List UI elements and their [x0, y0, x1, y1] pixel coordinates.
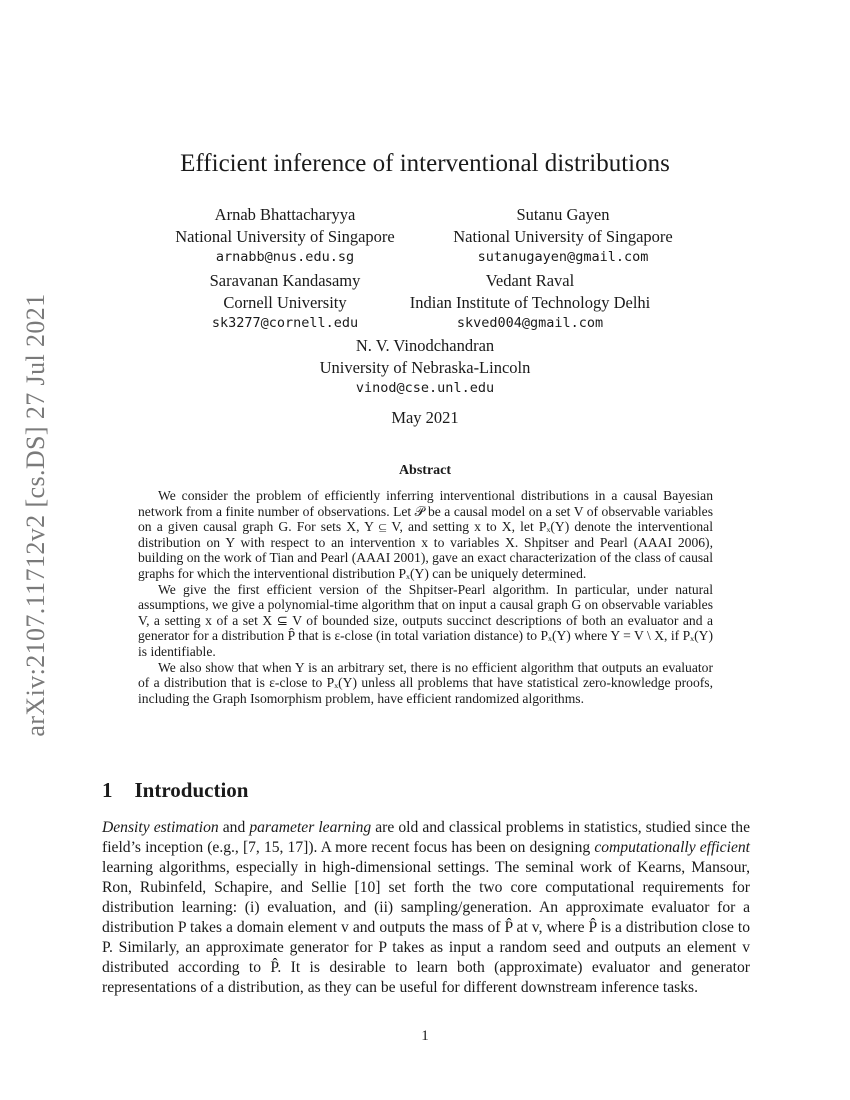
author-email[interactable]: skved004@gmail.com: [456, 315, 604, 331]
section-heading: [102, 778, 248, 803]
author-email[interactable]: sk3277@cornell.edu: [211, 315, 359, 331]
intro-emphasis: parameter learning: [249, 819, 372, 836]
author-email[interactable]: arnabb@nus.edu.sg: [215, 249, 355, 265]
author-affiliation: Indian Institute of Technology Delhi: [409, 292, 651, 312]
author-block: [275, 335, 575, 400]
abstract-paragraph: We give the first efficient version of the Shpitser-Pearl algorithm. In particular, under natural assumptions, we give a polynomial-time algorithm that on input a causal graph G on observable variables V, a setting x of a set X ⊆ V of bounded size, outputs succinct descriptions of both an evaluator and a generator for a distribution P̂ that is ε-close (in total variation distance) to Pₓ(Y) where Y = V \ X, if Pₓ(Y) is identifiable.: [138, 581, 713, 659]
intro-paragraph: [102, 818, 750, 998]
author-block: [425, 204, 701, 269]
intro-text: are old and classical problems in statistics, studied since the field’s inception (e.g., [7, 15, 17]). A more recent focus has been on designing: [102, 819, 750, 856]
abstract-paragraph: We also show that when Y is an arbitrary set, there is no efficient algorithm that outputs an evaluator of a distribution that is ε-close to Pₓ(Y) unless all problems that have statistical zero-knowledge proofs, including the Graph Isomorphism problem, have efficient randomized algorithms.: [138, 659, 713, 706]
author-name: Vedant Raval: [485, 271, 575, 290]
intro-text: learning algorithms, especially in high-dimensional settings. The seminal work of Kearns, Mansour, Ron, Rubinfeld, Schapire, and Sellie [10] set forth the two core computational requirements for distribution learning: (i) evaluation, and (ii) sampling/generation. An approximate evaluator for a distribution P takes a domain element v and outputs the mass of P̂ at v, where P̂ is a distribution close to P. Similarly, an approximate generator for P takes as input a random seed and outputs an element v distributed according to P̂. It is desirable to learn both (approximate) evaluator and generator representations of a distribution, as they can be useful for different downstream inference tasks.: [102, 859, 750, 996]
author-name: Saravanan Kandasamy: [209, 271, 361, 290]
intro-emphasis: computationally efficient: [594, 839, 750, 856]
author-email[interactable]: sutanugayen@gmail.com: [477, 249, 649, 265]
author-affiliation: Cornell University: [223, 292, 347, 312]
author-block: [150, 270, 420, 335]
abstract-body: [138, 488, 713, 706]
section-title: Introduction: [134, 778, 249, 802]
intro-emphasis: Density estimation: [102, 819, 219, 836]
abstract-paragraph: We consider the problem of efficiently inferring interventional distributions in a causal Bayesian network from a finite number of observations. Let 𝒫 be a causal model on a set V of observable variables on a given causal graph G. For sets X, Y ⊆ V, and setting x to X, let Pₓ(Y) denote the interventional distribution on Y with respect to an intervention x to variables X. Shpitser and Pearl (AAAI 2006), building on the work of Tian and Pearl (AAAI 2001), gave an exact characterization of the class of causal graphs for which the interventional distribution Pₓ(Y) can be uniquely determined.: [138, 488, 713, 581]
author-affiliation: National University of Singapore: [175, 226, 395, 246]
arxiv-identifier: arXiv:2107.11712v2 [cs.DS] 27 Jul 2021: [21, 293, 50, 737]
author-affiliation: University of Nebraska-Lincoln: [319, 357, 531, 377]
abstract-heading: Abstract: [398, 463, 452, 478]
intro-text: and: [218, 819, 250, 836]
section-number: 1: [102, 778, 113, 802]
author-email[interactable]: vinod@cse.unl.edu: [355, 380, 495, 396]
author-block: [385, 270, 675, 335]
author-name: Sutanu Gayen: [516, 205, 610, 224]
paper-title: Efficient inference of interventional distributions: [180, 150, 670, 177]
page-number: 1: [421, 1028, 429, 1044]
author-name: N. V. Vinodchandran: [355, 336, 495, 355]
author-block: [150, 204, 420, 269]
paper-date: May 2021: [391, 408, 459, 427]
author-name: Arnab Bhattacharyya: [214, 205, 356, 224]
author-affiliation: National University of Singapore: [453, 226, 673, 246]
